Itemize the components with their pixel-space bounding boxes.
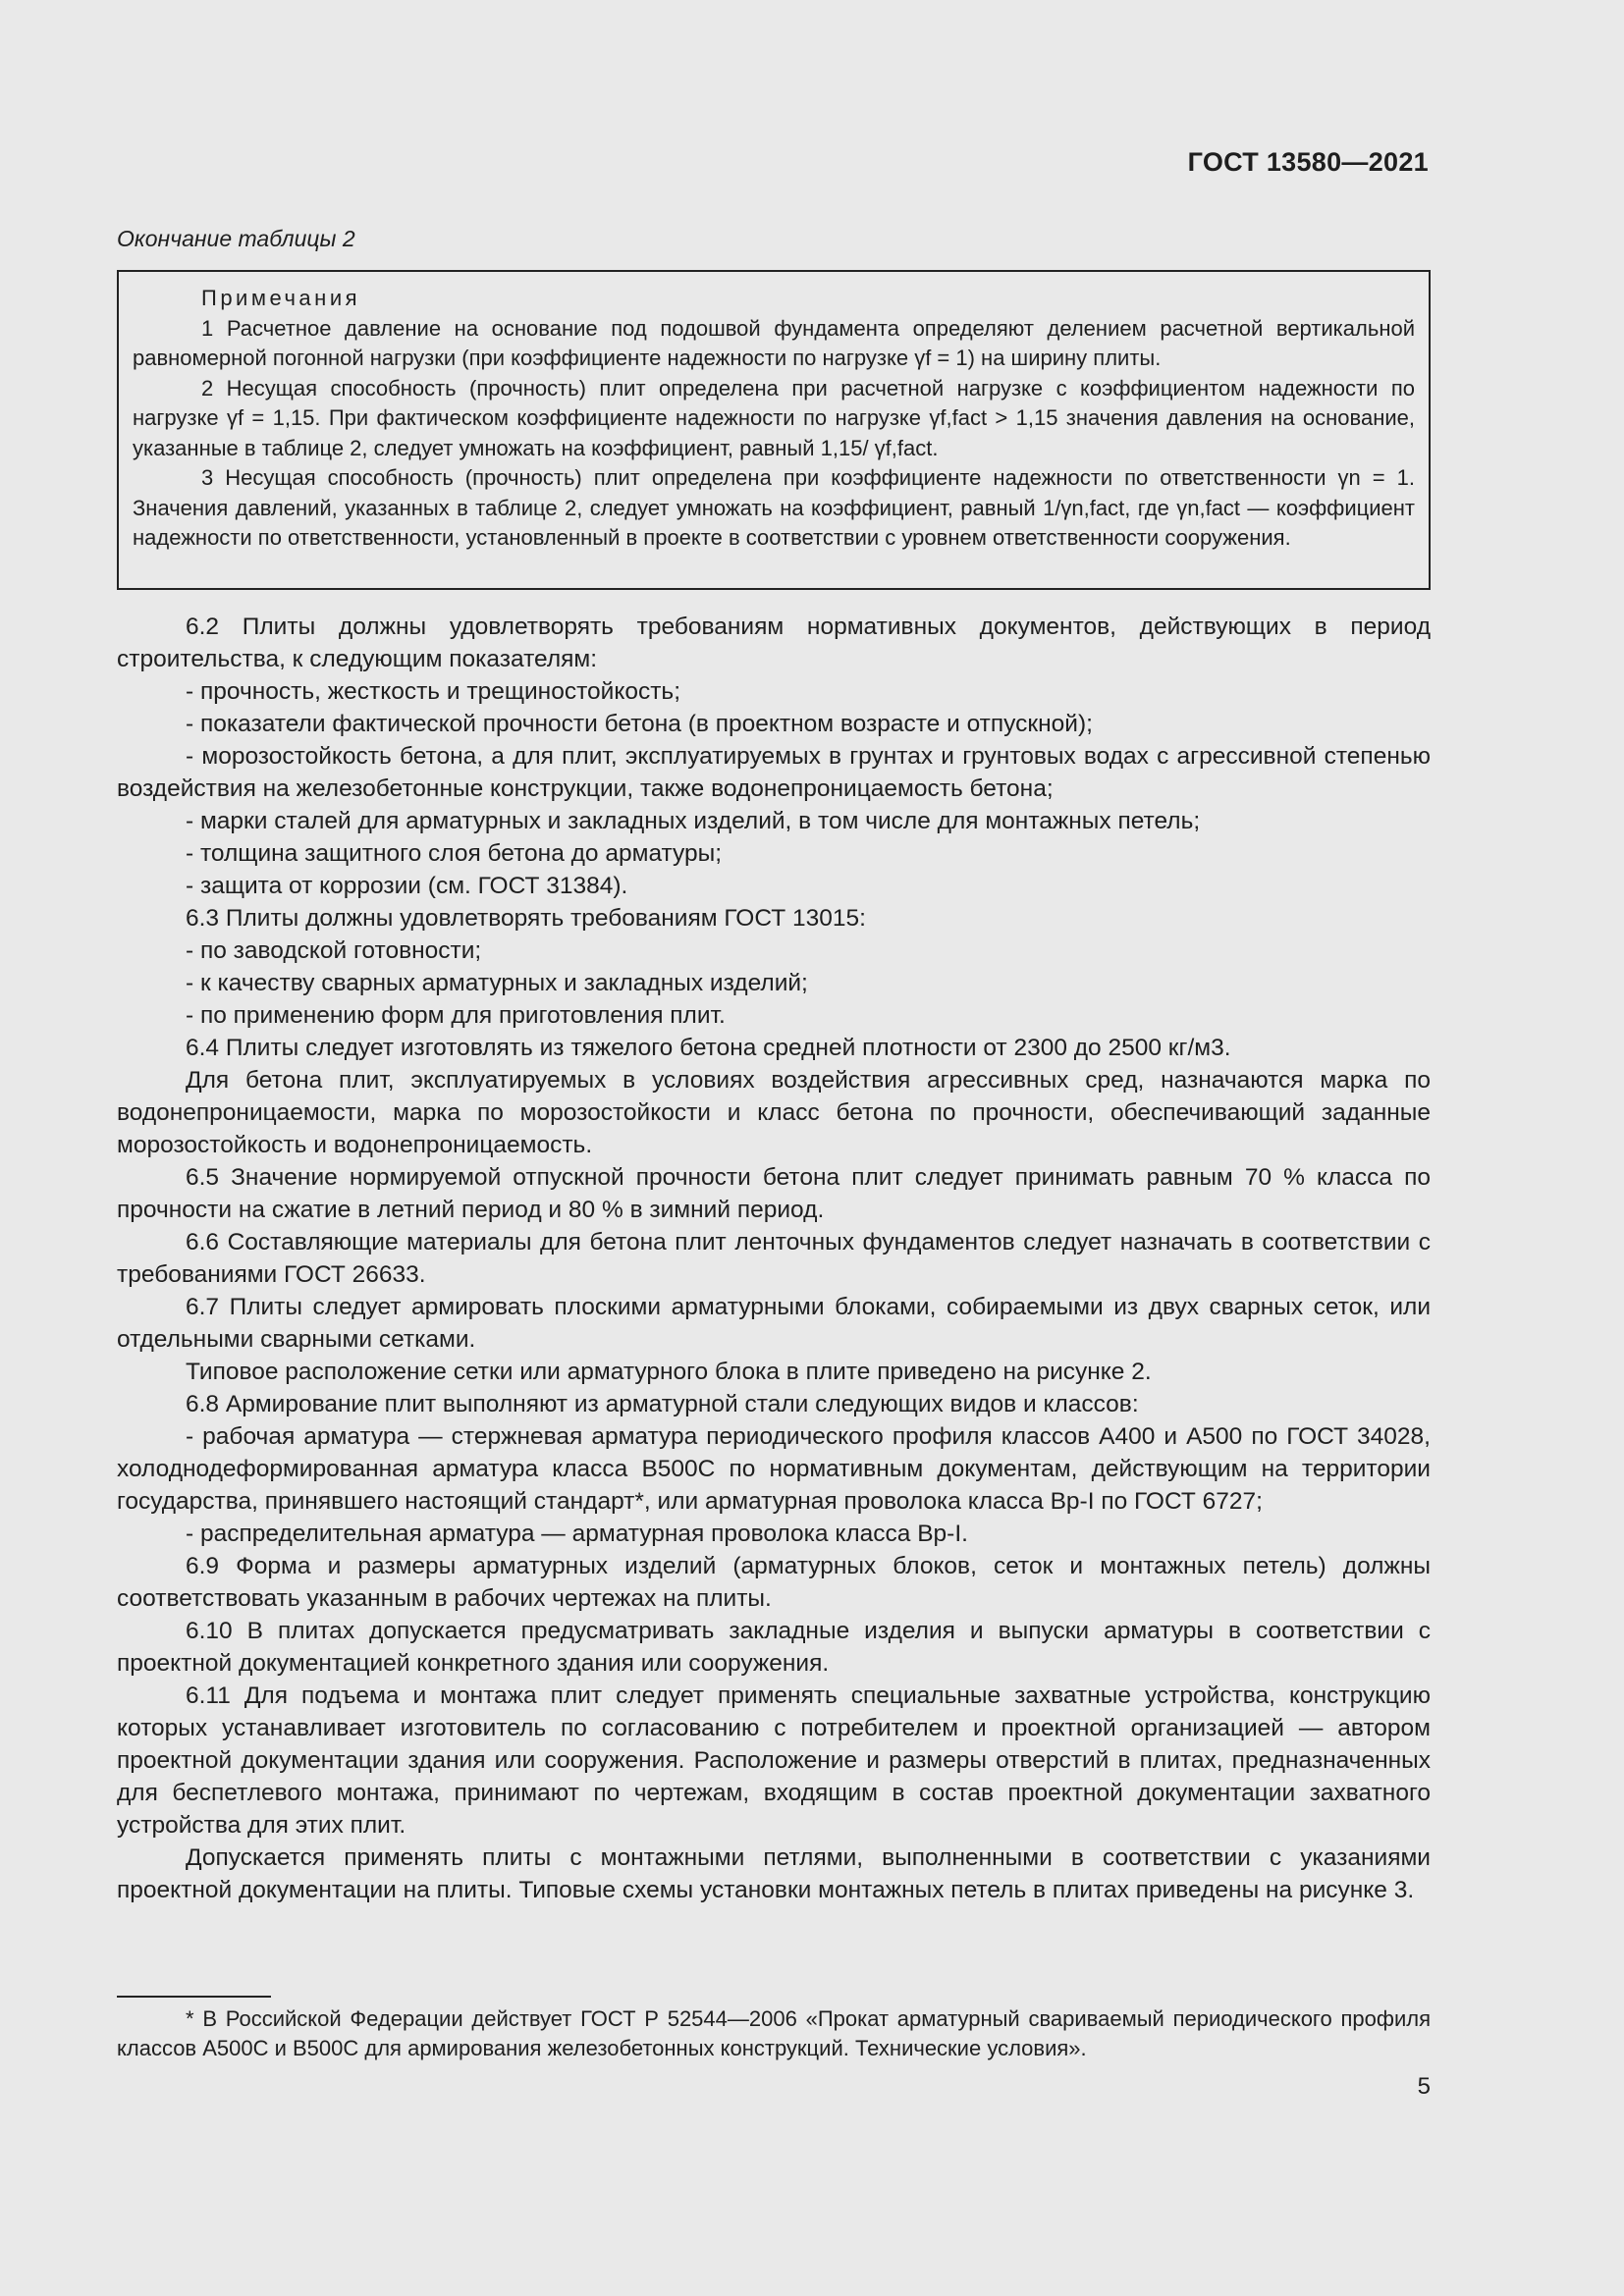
list-item: - морозостойкость бетона, а для плит, эксплуатируемых в грунтах и грунтовых водах с агрессивной степенью воздействия на железобетонные конструкции, также водонепроницаемость бетона; (117, 743, 1431, 802)
list-item: - марки сталей для арматурных и закладных изделий, в том числе для монтажных петель; (186, 808, 1201, 834)
clause-6-9: 6.9 Форма и размеры арматурных изделий (арматурных блоков, сеток и монтажных петель) должны соответствовать указанным в рабочих чертежах на плиты. (117, 1553, 1431, 1612)
clause-6-2: 6.2 Плиты должны удовлетворять требованиям нормативных документов, действующих в период строительства, к следующим показателям: (117, 614, 1431, 672)
note-3: 3 Несущая способность (прочность) плит определена при коэффициенте надежности по ответственности γn = 1. Значения давлений, указанных в таблице 2, следует умножать на коэффициент, равный 1/γn,fact, где γn,fact — коэффициент надежности по ответственности, установленный в проекте в соответствии с уровнем ответственности сооружения. (133, 465, 1415, 550)
list-item: - к качеству сварных арматурных и закладных изделий; (186, 970, 808, 996)
clause-6-10: 6.10 В плитах допускается предусматривать закладные изделия и выпуски арматуры в соответствии с проектной документацией конкретного здания или сооружения. (117, 1618, 1431, 1677)
clause-6-7: 6.7 Плиты следует армировать плоскими арматурными блоками, собираемыми из двух сварных сеток, или отдельными сварными сетками. (117, 1294, 1431, 1353)
clause-6-5: 6.5 Значение нормируемой отпускной прочности бетона плит следует принимать равным 70 % класса по прочности на сжатие в летний период и 80 % в зимний период. (117, 1164, 1431, 1223)
notes-box (117, 270, 1431, 590)
list-item: - по заводской готовности; (186, 937, 482, 964)
list-item: - защита от коррозии (см. ГОСТ 31384). (186, 873, 628, 899)
list-item: - толщина защитного слоя бетона до арматуры; (186, 840, 723, 867)
list-item: - показатели фактической прочности бетона (в проектном возрасте и отпускной); (186, 711, 1093, 737)
notes-title: Примечания (201, 286, 361, 310)
clause-6-4-paragraph: Для бетона плит, эксплуатируемых в условиях воздействия агрессивных сред, назначаются марка по водонепроницаемости, марка по морозостойкости и класс бетона по прочности, обеспечивающий заданные морозостойкость и водонепроницаемость. (117, 1067, 1431, 1158)
clause-6-6: 6.6 Составляющие материалы для бетона плит ленточных фундаментов следует назначать в соответствии с требованиями ГОСТ 26633. (117, 1229, 1431, 1288)
page-number: 5 (1417, 2073, 1431, 2100)
document-header: ГОСТ 13580—2021 (1187, 147, 1429, 177)
list-item: - прочность, жесткость и трещиностойкость; (186, 678, 680, 705)
note-2: 2 Несущая способность (прочность) плит определена при расчетной нагрузке с коэффициентом надежности по нагрузке γf = 1,15. При фактическом коэффициенте надежности по нагрузке γf,fact > 1,15 значения давления на основание, указанные в таблице 2, следует умножать на коэффициент, равный 1,15/ γf,fact. (133, 375, 1415, 460)
list-item: - распределительная арматура — арматурная проволока класса Вр-I. (186, 1521, 968, 1547)
clause-6-3: 6.3 Плиты должны удовлетворять требованиям ГОСТ 13015: (186, 905, 866, 932)
clause-6-11-paragraph: Допускается применять плиты с монтажными петлями, выполненными в соответствии с указаниями проектной документации на плиты. Типовые схемы установки монтажных петель в плитах приведены на рисунке 3. (117, 1844, 1431, 1903)
list-item: - по применению форм для приготовления плит. (186, 1002, 726, 1029)
clause-6-4: 6.4 Плиты следует изготовлять из тяжелого бетона средней плотности от 2300 до 2500 кг/м3. (186, 1035, 1231, 1061)
table-continuation-caption: Окончание таблицы 2 (117, 226, 355, 251)
clause-6-7-paragraph: Типовое расположение сетки или арматурного блока в плите приведено на рисунке 2. (186, 1359, 1152, 1385)
footnote: * В Российской Федерации действует ГОСТ Р 52544—2006 «Прокат арматурный свариваемый периодического профиля классов А500С и В500С для армирования железобетонных конструкций. Технические условия». (117, 2006, 1431, 2060)
clause-6-11: 6.11 Для подъема и монтажа плит следует применять специальные захватные устройства, конструкцию которых устанавливает изготовитель по согласованию с потребителем и проектной организацией — автором проектной документации здания или сооружения. Расположение и размеры отверстий в плитах, предназначенных для беспетлевого монтажа, принимают по чертежам, входящим в состав проектной документации захватного устройства для этих плит. (117, 1682, 1431, 1839)
list-item: - рабочая арматура — стержневая арматура периодического профиля классов А400 и А500 по ГОСТ 34028, холоднодеформированная арматура класса В500С по нормативным документам, действующим на территории государства, принявшего настоящий стандарт*, или арматурная проволока класса Вр-I по ГОСТ 6727; (117, 1423, 1431, 1515)
body-text (117, 611, 1431, 1906)
footnote-divider (117, 1996, 271, 1998)
clause-6-8: 6.8 Армирование плит выполняют из арматурной стали следующих видов и классов: (186, 1391, 1139, 1417)
note-1: 1 Расчетное давление на основание под подошвой фундамента определяют делением расчетной вертикальной равномерной погонной нагрузки (при коэффициенте надежности по нагрузке γf = 1) на ширину плиты. (133, 315, 1415, 370)
